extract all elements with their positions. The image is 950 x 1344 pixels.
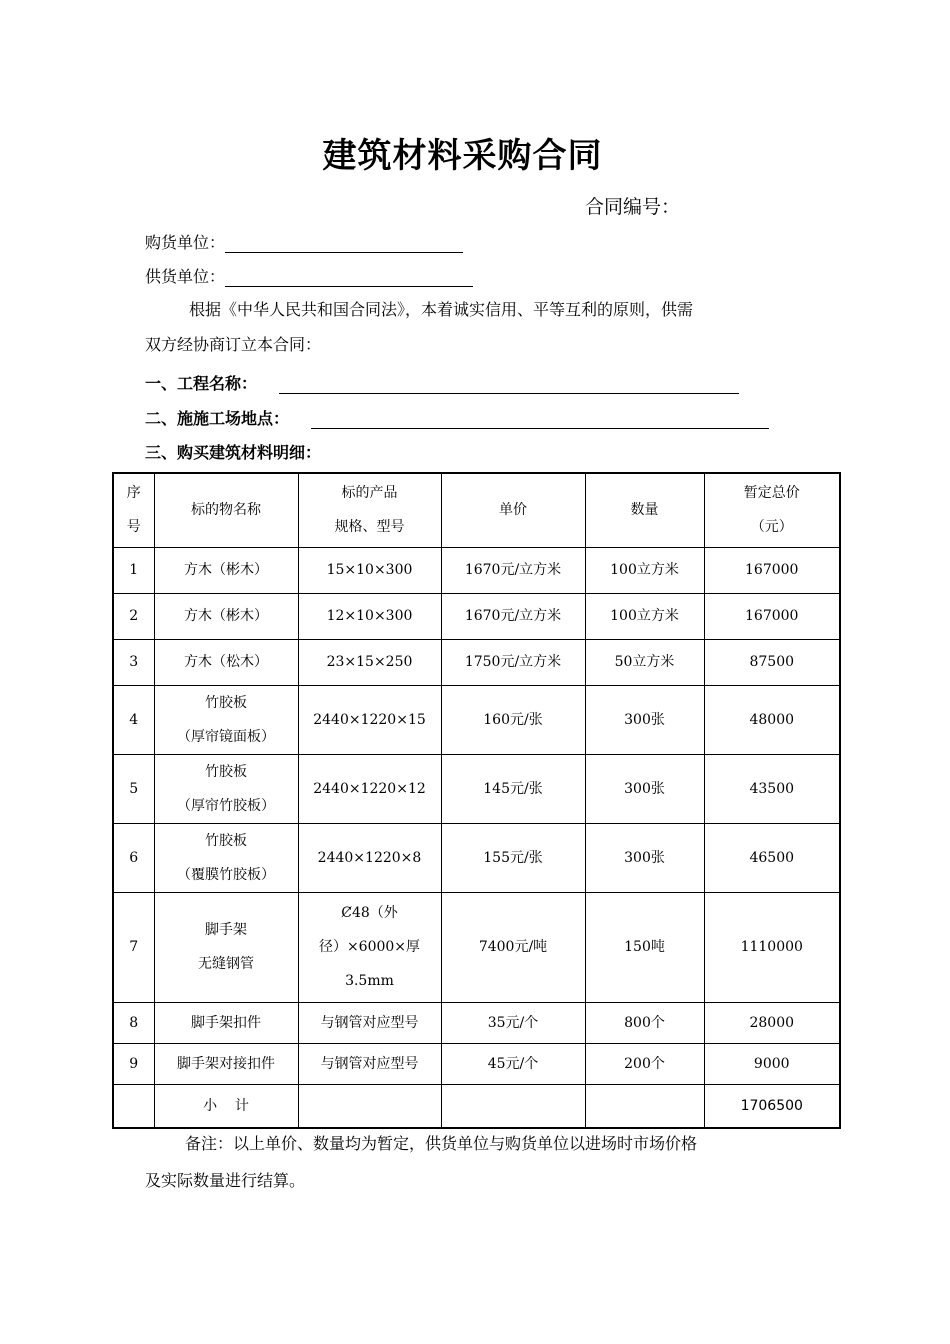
cell-spec: 2440×1220×8 <box>298 823 441 892</box>
header-qty: 数量 <box>585 473 704 547</box>
cell-name: 方木（松木） <box>154 639 298 685</box>
cell-qty: 100立方米 <box>585 547 704 593</box>
table-row <box>113 1043 840 1084</box>
cell-spec: 与钢管对应型号 <box>298 1002 441 1043</box>
section-1-label: 一、工程名称： <box>145 374 258 393</box>
cell-spec: 2440×1220×15 <box>298 685 441 754</box>
cell-seq: 7 <box>113 892 154 1002</box>
section-project-name <box>145 371 739 394</box>
section-3-label: 三、购买建筑材料明细： <box>145 443 322 462</box>
cell-qty: 300张 <box>585 754 704 823</box>
cell-qty: 800个 <box>585 1002 704 1043</box>
cell-price: 1670元/立方米 <box>441 547 585 593</box>
cell-spec: 2440×1220×12 <box>298 754 441 823</box>
header-name: 标的物名称 <box>154 473 298 547</box>
intro-line-2: 双方经协商订立本合同： <box>145 335 322 354</box>
cell-price: 160元/张 <box>441 685 585 754</box>
header-seq: 序 号 <box>113 473 154 547</box>
table-row <box>113 639 840 685</box>
section-2-label: 二、施施工场地点： <box>145 409 290 428</box>
table-header-row <box>113 473 840 547</box>
cell-total: 1110000 <box>704 892 840 1002</box>
buyer-blank-line <box>225 234 463 253</box>
cell-qty: 200个 <box>585 1043 704 1084</box>
cell-price: 155元/张 <box>441 823 585 892</box>
cell-spec: 15×10×300 <box>298 547 441 593</box>
contract-number-label: 合同编号： <box>585 196 681 218</box>
header-spec: 标的产品 规格、型号 <box>298 473 441 547</box>
cell-seq: 5 <box>113 754 154 823</box>
cell-total: 167000 <box>704 593 840 639</box>
cell-qty: 150吨 <box>585 892 704 1002</box>
cell-price: 7400元/吨 <box>441 892 585 1002</box>
cell-name: 脚手架扣件 <box>154 1002 298 1043</box>
header-price: 单价 <box>441 473 585 547</box>
section-site-location <box>145 406 769 429</box>
cell-name: 竹胶板 （厚帘竹胶板） <box>154 754 298 823</box>
subtotal-row <box>113 1084 840 1128</box>
table-row <box>113 754 840 823</box>
remark-paragraph <box>145 1125 810 1199</box>
subtotal-empty-cell <box>441 1084 585 1128</box>
cell-spec: 与钢管对应型号 <box>298 1043 441 1084</box>
document-title: 建筑材料采购合同 <box>322 136 603 176</box>
table-row <box>113 547 840 593</box>
cell-total: 43500 <box>704 754 840 823</box>
remark-line-1: 备注：以上单价、数量均为暂定，供货单位与购货单位以进场时市场价格 <box>185 1134 698 1153</box>
cell-total: 9000 <box>704 1043 840 1084</box>
cell-seq: 4 <box>113 685 154 754</box>
cell-seq: 1 <box>113 547 154 593</box>
header-total: 暂定总价 （元） <box>704 473 840 547</box>
table-row <box>113 1002 840 1043</box>
cell-seq: 2 <box>113 593 154 639</box>
cell-name: 脚手架 无缝钢管 <box>154 892 298 1002</box>
cell-name: 脚手架对接扣件 <box>154 1043 298 1084</box>
cell-total: 48000 <box>704 685 840 754</box>
cell-price: 145元/张 <box>441 754 585 823</box>
project-name-blank-line <box>279 375 739 394</box>
remark-line-2: 及实际数量进行结算。 <box>145 1171 306 1190</box>
cell-qty: 300张 <box>585 685 704 754</box>
table-row <box>113 685 840 754</box>
section-material-details <box>145 440 321 463</box>
cell-qty: 50立方米 <box>585 639 704 685</box>
table-row <box>113 593 840 639</box>
cell-spec: 23×15×250 <box>298 639 441 685</box>
subtotal-empty-cell <box>113 1084 154 1128</box>
cell-price: 1670元/立方米 <box>441 593 585 639</box>
cell-qty: 300张 <box>585 823 704 892</box>
subtotal-label: 小 计 <box>154 1084 298 1128</box>
intro-paragraph <box>145 292 810 362</box>
supplier-label: 供货单位： <box>145 267 226 286</box>
cell-spec: Ȼ48（外 径）×6000×厚 3.5mm <box>298 892 441 1002</box>
cell-total: 28000 <box>704 1002 840 1043</box>
cell-qty: 100立方米 <box>585 593 704 639</box>
buyer-label: 购货单位： <box>145 233 226 252</box>
cell-seq: 8 <box>113 1002 154 1043</box>
cell-price: 45元/个 <box>441 1043 585 1084</box>
table-row <box>113 823 840 892</box>
cell-name: 方木（彬木） <box>154 547 298 593</box>
subtotal-empty-cell <box>585 1084 704 1128</box>
materials-table <box>112 472 841 1129</box>
buyer-field <box>145 230 463 253</box>
cell-total: 87500 <box>704 639 840 685</box>
supplier-field <box>145 264 473 287</box>
supplier-blank-line <box>225 268 473 287</box>
table-row <box>113 892 840 1002</box>
cell-spec: 12×10×300 <box>298 593 441 639</box>
cell-name: 方木（彬木） <box>154 593 298 639</box>
cell-seq: 6 <box>113 823 154 892</box>
site-location-blank-line <box>311 410 769 429</box>
subtotal-value: 1706500 <box>704 1084 840 1128</box>
intro-line-1: 根据《中华人民共和国合同法》，本着诚实信用、平等互利的原则，供需 <box>189 300 694 319</box>
cell-name: 竹胶板 （厚帘镜面板） <box>154 685 298 754</box>
cell-total: 167000 <box>704 547 840 593</box>
cell-total: 46500 <box>704 823 840 892</box>
cell-seq: 9 <box>113 1043 154 1084</box>
cell-seq: 3 <box>113 639 154 685</box>
subtotal-empty-cell <box>298 1084 441 1128</box>
table-body <box>113 547 840 1084</box>
cell-price: 35元/个 <box>441 1002 585 1043</box>
cell-name: 竹胶板 （覆膜竹胶板） <box>154 823 298 892</box>
cell-price: 1750元/立方米 <box>441 639 585 685</box>
